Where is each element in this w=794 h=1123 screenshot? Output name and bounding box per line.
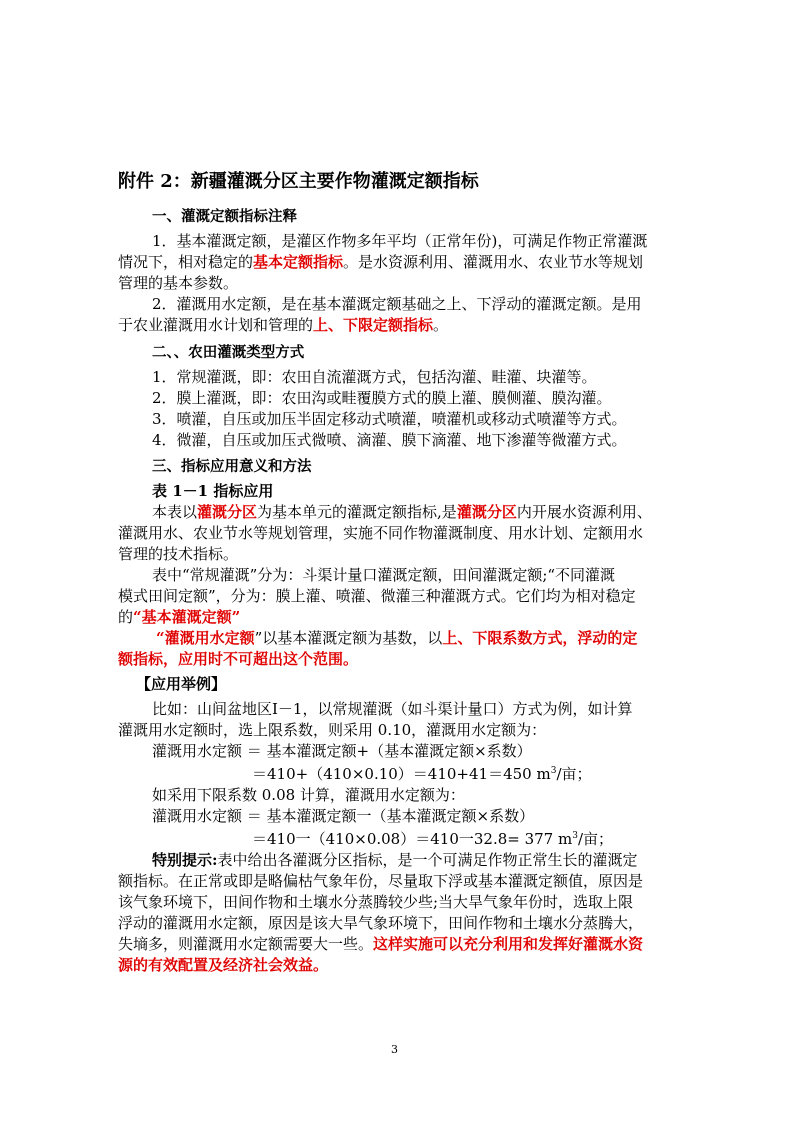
- text-run: 。是水资源利用、灌溉用水、农业节水等规划: [343, 253, 644, 271]
- text-run: ＝410一（410×0.08）＝410一32.8= 377 m: [252, 830, 573, 848]
- paragraph-line: [118, 607, 240, 627]
- paragraph-line: 表中“常规灌溉”分为：斗渠计量口灌溉定额，田间灌溉定额;“不同灌溉: [152, 566, 616, 584]
- list-item: 1．常规灌溉，即：农田自流灌溉方式，包括沟灌、畦灌、块灌等。: [152, 368, 597, 386]
- paragraph-line: 如采用下限系数 0.08 计算，灌溉用水定额为：: [152, 786, 465, 804]
- text-run: 内开展水资源利用、: [516, 503, 652, 521]
- text-run: 本表以: [152, 503, 198, 521]
- text-run: ＝410+（410×0.10）＝410+41＝450 m: [252, 765, 551, 783]
- formula-line: [252, 829, 613, 849]
- text-run: 的: [118, 608, 134, 626]
- highlight-text: 基本定额指标: [253, 253, 344, 271]
- formula-line: 灌溉用水定额 ＝ 基本灌溉定额+（基本灌溉定额×系数）: [152, 742, 532, 760]
- text-run: /亩；: [556, 765, 592, 783]
- page-title: 附件 2：新疆灌溉分区主要作物灌溉定额指标: [118, 171, 479, 192]
- list-item: 2．膜上灌溉，即：农田沟或畦覆膜方式的膜上灌、膜侧灌、膜沟灌。: [152, 389, 612, 407]
- paragraph-line: 管理的技术指标。: [118, 545, 239, 563]
- paragraph-line: 管理的基本参数。: [118, 274, 239, 292]
- section-heading-2: 二、、农田灌溉类型方式: [152, 344, 305, 361]
- text-run: ”以基本灌溉定额为基数，以: [254, 629, 443, 647]
- paragraph-line: [156, 628, 637, 648]
- paragraph-line: [118, 315, 448, 335]
- paragraph-line: 1．基本灌溉定额，是灌区作物多年平均（正常年份)，可满足作物正常灌溉: [152, 232, 648, 250]
- highlight-text: 额指标，应用时不可超出这个范围。: [118, 650, 359, 668]
- text-run: /亩；: [577, 830, 614, 848]
- highlight-text: 灌溉分区: [456, 503, 517, 521]
- text-run: 失墒多，则灌溉用水定额需要大一些。: [118, 935, 374, 953]
- text-run: 情况下，相对稳定的: [118, 253, 254, 271]
- table-reference: 表 1－1 指标应用: [152, 482, 274, 500]
- paragraph-line: [118, 955, 328, 975]
- highlight-text: “基本灌溉定额”: [133, 608, 241, 626]
- paragraph-line: [152, 502, 652, 522]
- highlight-text: 上、下限系数方式，浮动的定: [442, 629, 638, 647]
- section-heading-3: 三、指标应用意义和方法: [152, 458, 312, 475]
- text-run: 。: [433, 316, 449, 334]
- text-run: 表中给出各灌溉分区指标，是一个可满足作物正常生长的灌溉定: [217, 851, 638, 869]
- highlight-text: 上、下限定额指标: [313, 316, 434, 334]
- highlight-text: 灌溉分区: [197, 503, 258, 521]
- paragraph-line: [118, 934, 643, 954]
- paragraph-line: 灌溉用水定额时，选上限系数，则采用 0.10，灌溉用水定额为：: [118, 721, 547, 739]
- superscript: 3: [550, 766, 557, 776]
- highlight-text: “灌溉用水定额: [156, 629, 255, 647]
- list-item: 3．喷灌，自压或加压半固定移动式喷灌，喷灌机或移动式喷灌等方式。: [152, 410, 627, 428]
- highlight-text: 源的有效配置及经济社会效益。: [118, 956, 329, 974]
- page-number: 3: [391, 1043, 398, 1056]
- example-heading: 【应用举例】: [136, 675, 227, 693]
- superscript: 3: [572, 831, 578, 841]
- paragraph-line: [118, 649, 358, 669]
- paragraph-line: [118, 252, 643, 272]
- paragraph-line: 模式田间定额”，分为：膜上灌、喷灌、微灌三种灌溉方式。它们均为相对稳定: [118, 587, 636, 605]
- section-heading-1: 一、灌溉定额指标注释: [152, 208, 297, 225]
- text-run: 为基本单元的灌溉定额指标,是: [257, 503, 457, 521]
- paragraph-line: 比如：山间盆地区Ⅰ－1，以常规灌溉（如斗渠计量口）方式为例，如计算: [152, 700, 633, 718]
- highlight-text: 这样实施可以充分利用和发挥好灌溉水资: [373, 935, 644, 953]
- text-run: 于农业灌溉用水计划和管理的: [118, 316, 314, 334]
- paragraph-line: 浮动的灌溉用水定额，原因是该大旱气象环境下，田间作物和土壤水分蒸腾大，: [118, 914, 644, 932]
- formula-line: 灌溉用水定额 ＝ 基本灌溉定额一（基本灌溉定额×系数）: [152, 807, 535, 825]
- paragraph-line: 2．灌溉用水定额，是在基本灌溉定额基础之上、下浮动的灌溉定额。是用: [152, 295, 642, 313]
- paragraph-line: 额指标。在正常或即是略偏枯气象年份，尽量取下浮或基本灌溉定额值，原因是: [118, 872, 644, 890]
- tip-label: 特别提示:: [152, 851, 218, 869]
- list-item: 4．微灌，自压或加压式微喷、滴灌、膜下滴灌、地下渗灌等微灌方式。: [152, 431, 627, 449]
- paragraph-line: 该气象环境下，田间作物和土壤水分蒸腾较少些;当大旱气象年份时，选取上限: [118, 893, 634, 911]
- formula-line: [252, 764, 592, 784]
- tip-line: [152, 850, 638, 870]
- paragraph-line: 灌溉用水、农业节水等规划管理，实施不同作物灌溉制度、用水计划、定额用水: [118, 524, 644, 542]
